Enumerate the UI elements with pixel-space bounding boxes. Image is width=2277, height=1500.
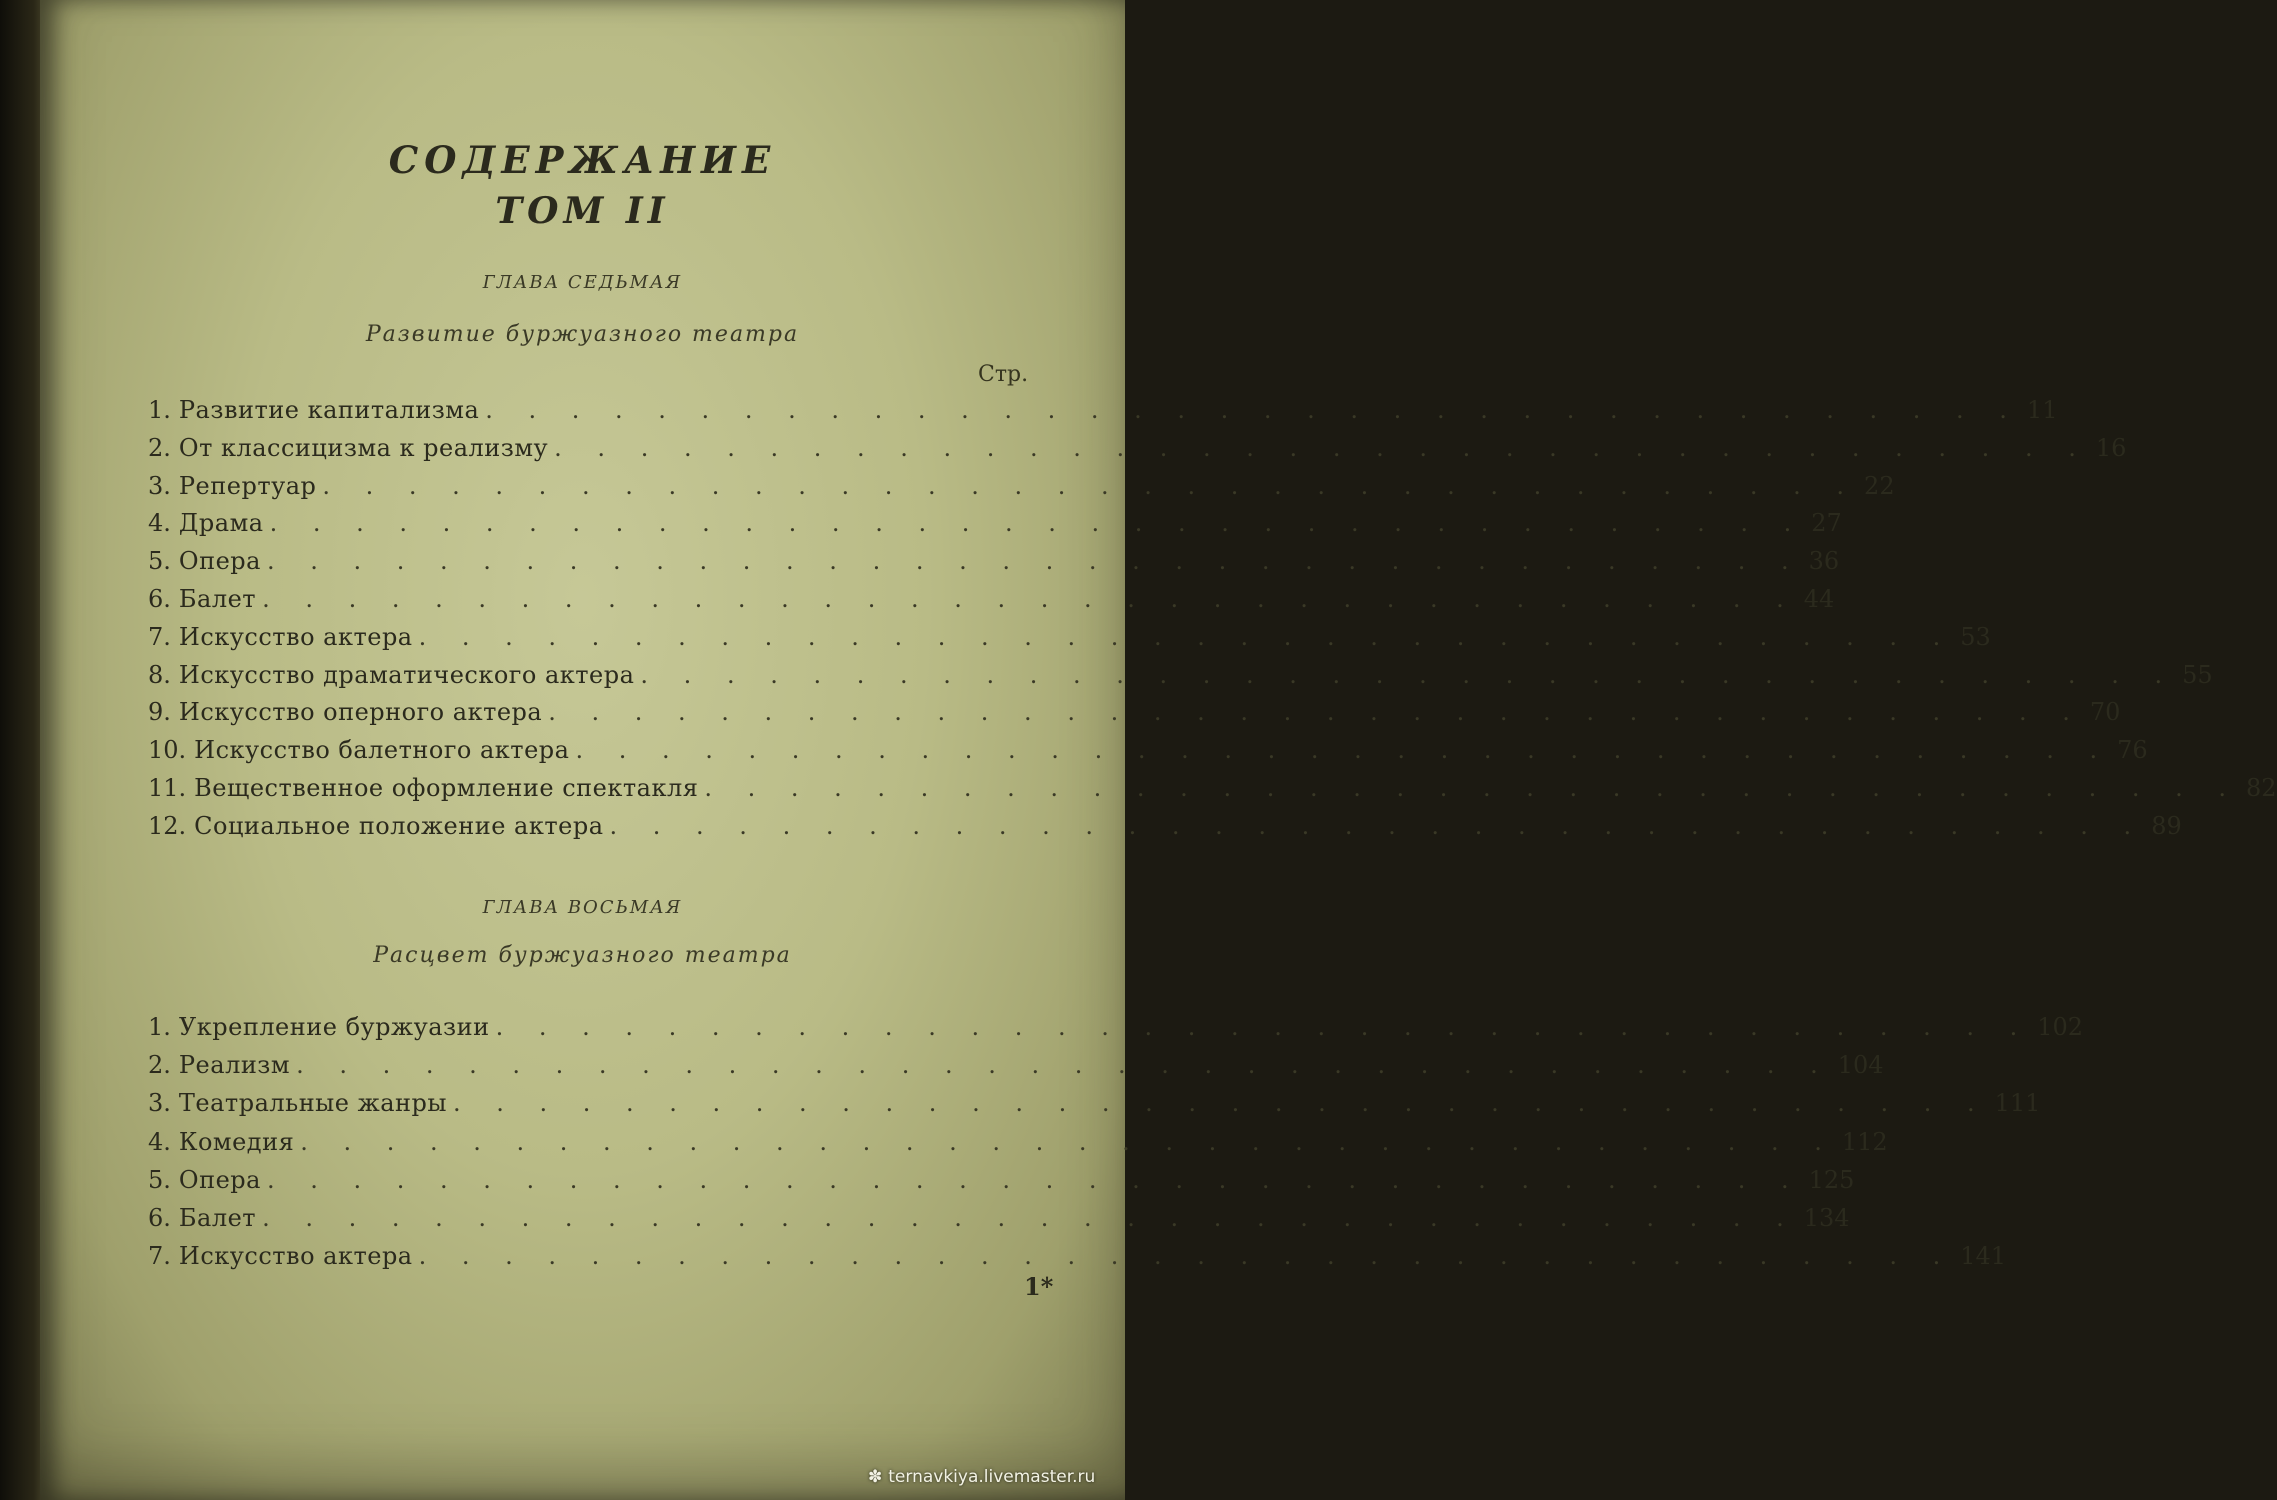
toc-entry-number: 5. [148,547,171,576]
pages-column-header: Стр. [978,362,1029,387]
toc-entry-page: 36 [1808,547,1840,576]
toc-entry-number: 5. [148,1165,171,1194]
book-page [40,0,2277,1500]
toc-entry-page: 112 [1841,1127,1888,1156]
signature-mark: 1* [1024,1272,1054,1301]
toc-entry-page: 70 [2089,698,2121,727]
toc-entry-number: 1. [148,396,171,424]
dot-leader: . . . . . . . . . . . . . . . . . . . . . . . . . . . . . . . . . . . . [262,585,1798,613]
toc-entry-page: 16 [2095,433,2127,462]
toc-entry-number: 9. [148,698,171,727]
dot-leader: . . . . . . . . . . . . . . . . . . . . . . . . . . . . . . . . . . . . [704,774,2240,802]
dot-leader: . . . . . . . . . . . . . . . . . . . . . . . . . . . . . . . . . . . . [269,509,1806,538]
toc-entry-page: 44 [1803,585,1835,613]
toc-entry-number: 12. [148,811,187,840]
toc-entry-number: 6. [148,1204,171,1232]
toc-entry-page: 111 [1994,1089,2041,1118]
watermark-text: ternavkiya.livemaster.ru [888,1467,1096,1487]
toc-entry [148,396,2058,432]
toc-entry-number: 4. [148,1127,171,1156]
toc-entry-page: 104 [1837,1051,1884,1080]
toc-entry-number: 3. [148,471,171,500]
page-title: СОДЕРЖАНИЕ [388,138,777,182]
toc-entry-page: 27 [1811,509,1842,538]
watermark [868,1467,1095,1487]
toc-entry-page: 82 [2246,774,2277,802]
toc-entry-title: Реализм [178,1051,291,1080]
toc-entry-title: Театральные жанры [178,1089,447,1118]
toc-entry [148,1242,2007,1278]
chapter-label: ГЛАВА СЕДЬМАЯ [482,272,683,293]
dot-leader: . . . . . . . . . . . . . . . . . . . . . . . . . . . . . . . . . . . . [485,396,2021,424]
toc-entry-page: 141 [1960,1242,2007,1271]
dot-leader: . . . . . . . . . . . . . . . . . . . . . . . . . . . . . . . . . . . . [296,1051,1832,1080]
dot-leader: . . . . . . . . . . . . . . . . . . . . . . . . . . . . . . . . . . . . [495,1013,2032,1041]
toc-entry-title: Балет [178,1204,257,1232]
toc-entry-page: 53 [1960,622,1991,651]
toc-entry-number: 4. [148,509,171,538]
dot-leader: . . . . . . . . . . . . . . . . . . . . . . . . . . . . . . . . . . . . [554,433,2090,462]
toc-entry-number: 3. [148,1089,171,1118]
toc-entry-title: Развитие капитализма [178,396,480,424]
dot-leader: . . . . . . . . . . . . . . . . . . . . . . . . . . . . . . . . . . . . [640,660,2177,689]
toc-entry-number: 2. [148,433,171,462]
dot-leader: . . . . . . . . . . . . . . . . . . . . . . . . . . . . . . . . . . . . [266,547,1803,576]
toc-entry-title: Искусство актера [178,622,413,651]
dot-leader: . . . . . . . . . . . . . . . . . . . . . . . . . . . . . . . . . . . . [418,1242,1955,1271]
toc-entry-page: 76 [2117,736,2148,765]
toc-entry [148,774,2277,810]
dot-leader: . . . . . . . . . . . . . . . . . . . . . . . . . . . . . . . . . . . . [548,698,2084,727]
toc-entry [148,1051,1884,1087]
toc-entry-title: От классицизма к реализму [178,433,549,462]
toc-entry-page: 125 [1808,1165,1855,1194]
chapter-title: Расцвет буржуазного театра [373,943,792,968]
volume-title: ТОМ II [495,190,670,232]
toc-entry [148,433,2127,470]
toc-entry [148,585,1835,621]
toc-entry [148,1127,1888,1164]
flower-icon: ✽ [868,1467,883,1487]
toc-entry [148,1204,1850,1240]
toc-entry-page: 89 [2151,811,2182,840]
toc-entry-title: Опера [178,547,261,576]
toc-entry [148,1013,2084,1049]
toc-entry-title: Репертуар [178,471,317,500]
dot-leader: . . . . . . . . . . . . . . . . . . . . . . . . . . . . . . . . . . . . [262,1204,1798,1232]
toc-entry-number: 7. [148,1242,171,1271]
toc-entry [148,736,2148,772]
chapter-title: Развитие буржуазного театра [365,322,800,347]
toc-entry-page: 134 [1803,1204,1850,1232]
toc-entry-title: Искусство оперного актера [178,698,543,727]
toc-entry-page: 55 [2182,660,2213,689]
toc-entry-number: 7. [148,622,171,651]
toc-entry-number: 10. [148,736,187,765]
toc-entry-number: 6. [148,585,171,613]
toc-entry-title: Укрепление буржуазии [178,1013,490,1041]
toc-entry [148,622,1991,659]
dot-leader: . . . . . . . . . . . . . . . . . . . . . . . . . . . . . . . . . . . . [266,1165,1803,1194]
toc-entry-page: 22 [1864,471,1895,500]
toc-entry-title: Искусство актера [178,1242,413,1271]
toc-entry-number: 2. [148,1051,171,1080]
toc-entry-title: Искусство балетного актера [194,736,570,765]
toc-entry [148,509,1842,545]
toc-entry-title: Опера [178,1165,261,1194]
toc-entry-title: Вещественное оформление спектакля [194,774,699,802]
toc-entry [148,660,2213,697]
chapter-label: ГЛАВА ВОСЬМАЯ [482,897,683,918]
toc-entry-title: Драма [178,509,264,538]
dot-leader: . . . . . . . . . . . . . . . . . . . . . . . . . . . . . . . . . . . . [609,811,2146,840]
toc-entry-number: 8. [148,660,171,689]
toc-entry-title: Комедия [178,1127,295,1156]
toc-entry-page: 102 [2037,1013,2084,1041]
dot-leader: . . . . . . . . . . . . . . . . . . . . . . . . . . . . . . . . . . . . [575,736,2112,765]
dot-leader: . . . . . . . . . . . . . . . . . . . . . . . . . . . . . . . . . . . . [418,622,1955,651]
toc-entry [148,471,1895,508]
toc-entry-number: 1. [148,1013,171,1041]
toc-entry-page: 11 [2026,396,2058,424]
toc-entry-number: 11. [148,774,187,802]
dot-leader: . . . . . . . . . . . . . . . . . . . . . . . . . . . . . . . . . . . . [322,471,1859,500]
toc-entry [148,1165,1855,1202]
toc-entry [148,547,1840,583]
toc-entry-title: Искусство драматического актера [178,660,635,689]
toc-entry [148,811,2182,848]
toc-entry [148,1089,2041,1125]
toc-entry [148,698,2121,734]
toc-entry-title: Балет [178,585,257,613]
dot-leader: . . . . . . . . . . . . . . . . . . . . . . . . . . . . . . . . . . . . [452,1089,1989,1118]
dot-leader: . . . . . . . . . . . . . . . . . . . . . . . . . . . . . . . . . . . . [300,1127,1836,1156]
toc-entry-title: Социальное положение актера [194,811,604,840]
